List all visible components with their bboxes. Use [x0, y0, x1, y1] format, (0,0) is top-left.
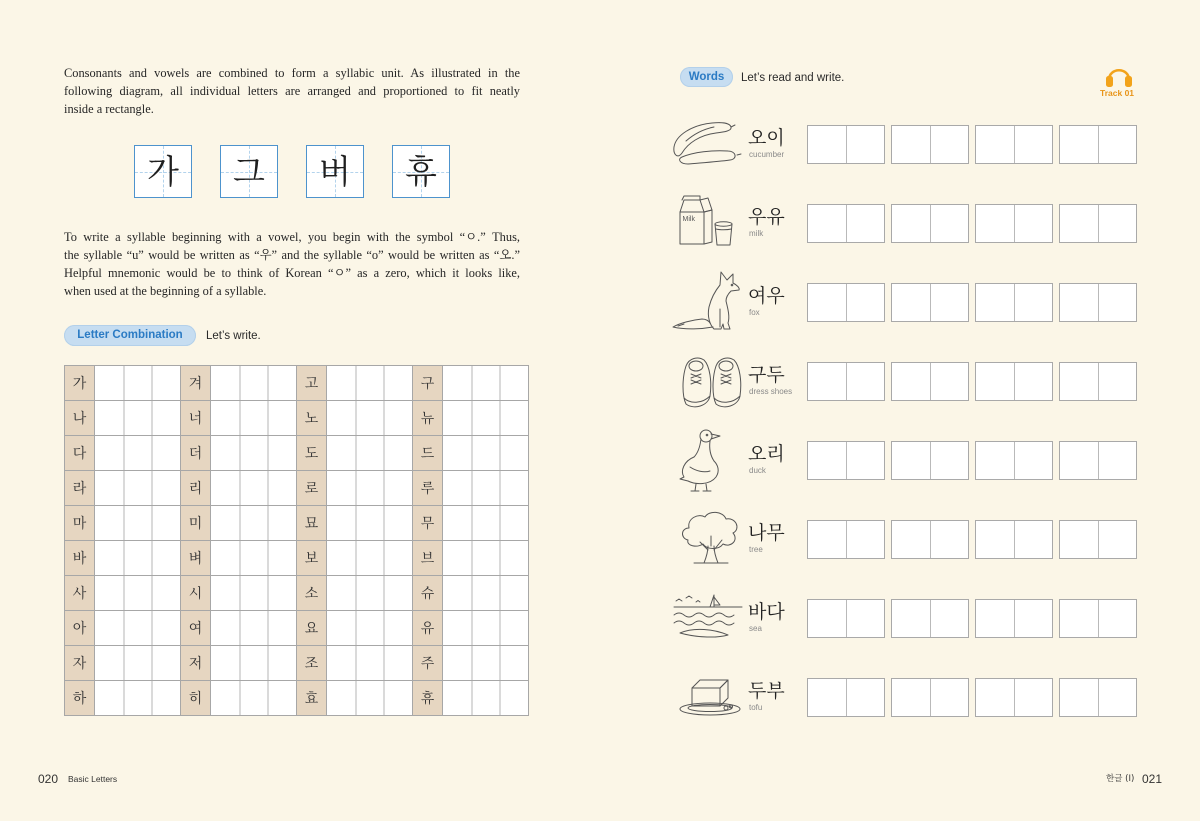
- syllable-cell: 사: [65, 576, 95, 611]
- practice-cells: [443, 541, 529, 576]
- combination-row: [65, 646, 529, 681]
- practice-box: [1059, 283, 1137, 322]
- practice-cells: [95, 401, 181, 436]
- intro-paragraph: [64, 64, 520, 118]
- english-gloss: duck: [749, 466, 766, 475]
- practice-cells: [211, 471, 297, 506]
- combination-row: [65, 541, 529, 576]
- vowel-rule-line: To write a syllable beginning with a vowel, you begin with the symbol “ㅇ.” Thus,: [64, 230, 520, 244]
- practice-cells: [443, 366, 529, 401]
- syllable-cell: 묘: [297, 506, 327, 541]
- practice-box: [1059, 204, 1137, 243]
- syllable-cell: 바: [65, 541, 95, 576]
- practice-box: [975, 283, 1053, 322]
- syllable-cell: 소: [297, 576, 327, 611]
- practice-box: [807, 678, 885, 717]
- fox-illustration: [670, 269, 746, 335]
- syllable-cell: 드: [413, 436, 443, 471]
- combination-row: [65, 506, 529, 541]
- practice-box: [975, 678, 1053, 717]
- practice-box: [807, 362, 885, 401]
- tree-illustration: [670, 506, 746, 572]
- headphones-icon[interactable]: [1104, 62, 1134, 88]
- example-syllable: 버: [319, 152, 351, 191]
- word-row-tree: [670, 520, 1140, 558]
- practice-cells: [327, 506, 413, 541]
- combination-row: [65, 436, 529, 471]
- example-syllable-box: [134, 145, 192, 198]
- syllable-cell: 다: [65, 436, 95, 471]
- vowel-rule-line: the syllable “u” would be written as “우” and the syllable “o” would be written as “오.”: [64, 248, 520, 262]
- practice-box: [1059, 362, 1137, 401]
- syllable-cell: 보: [297, 541, 327, 576]
- practice-cells: [443, 611, 529, 646]
- combination-row: [65, 366, 529, 401]
- syllable-cell: 자: [65, 646, 95, 681]
- syllable-cell: 도: [297, 436, 327, 471]
- letter-combination-badge: Letter Combination: [64, 325, 196, 346]
- dress-shoes-illustration: [670, 348, 746, 414]
- practice-cells: [327, 436, 413, 471]
- section-instruction: Let’s write.: [206, 330, 261, 342]
- milk-illustration: [670, 190, 746, 256]
- syllable-cell: 주: [413, 646, 443, 681]
- syllable-cell: 무: [413, 506, 443, 541]
- korean-word: 오리: [748, 443, 785, 465]
- practice-box: [975, 362, 1053, 401]
- cucumber-illustration: [670, 111, 746, 177]
- intro-line: inside a rectangle.: [64, 102, 154, 116]
- practice-box: [975, 441, 1053, 480]
- track-label: Track 01: [1100, 88, 1135, 98]
- practice-box: [891, 283, 969, 322]
- practice-cells: [443, 436, 529, 471]
- practice-box: [975, 204, 1053, 243]
- combination-row: [65, 576, 529, 611]
- practice-box: [807, 599, 885, 638]
- practice-cells: [327, 471, 413, 506]
- word-row-milk: [670, 204, 1140, 242]
- word-row-tofu: [670, 678, 1140, 716]
- korean-word: 오이: [748, 127, 785, 149]
- syllable-cell: 시: [181, 576, 211, 611]
- practice-cells: [443, 471, 529, 506]
- practice-cells: [95, 646, 181, 681]
- practice-cells: [327, 401, 413, 436]
- example-syllable-box: [392, 145, 450, 198]
- practice-cells: [211, 366, 297, 401]
- syllable-cell: 더: [181, 436, 211, 471]
- practice-cells: [211, 506, 297, 541]
- syllable-cell: 구: [413, 366, 443, 401]
- practice-box: [807, 520, 885, 559]
- practice-box: [891, 599, 969, 638]
- practice-cells: [211, 646, 297, 681]
- english-gloss: tree: [749, 545, 763, 554]
- practice-cells: [95, 366, 181, 401]
- practice-box: [1059, 678, 1137, 717]
- syllable-cell: 고: [297, 366, 327, 401]
- practice-box: [975, 125, 1053, 164]
- practice-cells: [211, 436, 297, 471]
- practice-box: [807, 441, 885, 480]
- sea-illustration: [670, 585, 746, 651]
- practice-cells: [211, 541, 297, 576]
- korean-word: 구두: [748, 364, 785, 386]
- syllable-cell: 유: [413, 611, 443, 646]
- example-syllable-box: [306, 145, 364, 198]
- practice-box: [975, 520, 1053, 559]
- practice-box: [975, 599, 1053, 638]
- syllable-cell: 너: [181, 401, 211, 436]
- example-syllable-box: [220, 145, 278, 198]
- word-row-dress-shoes: [670, 362, 1140, 400]
- syllable-cell: 로: [297, 471, 327, 506]
- syllable-cell: 하: [65, 681, 95, 716]
- syllable-cell: 가: [65, 366, 95, 401]
- syllable-cell: 루: [413, 471, 443, 506]
- vowel-rule-paragraph: [64, 228, 520, 300]
- left-page-number: 020: [38, 772, 59, 786]
- korean-word: 우유: [748, 206, 785, 228]
- korean-word: 두부: [748, 680, 785, 702]
- practice-cells: [443, 506, 529, 541]
- english-gloss: tofu: [749, 703, 763, 712]
- syllable-cell: 벼: [181, 541, 211, 576]
- english-gloss: sea: [749, 624, 762, 633]
- intro-line: Consonants and vowels are combined to form a syllabic unit. As illustrated in the: [64, 66, 520, 80]
- milk-carton-label: Milk: [682, 216, 695, 223]
- english-gloss: milk: [749, 229, 764, 238]
- section-instruction: Let’s read and write.: [741, 72, 845, 84]
- practice-cells: [211, 681, 297, 716]
- practice-cells: [443, 646, 529, 681]
- practice-cells: [95, 681, 181, 716]
- syllable-cell: 리: [181, 471, 211, 506]
- syllable-cell: 마: [65, 506, 95, 541]
- syllable-cell: 겨: [181, 366, 211, 401]
- practice-cells: [95, 611, 181, 646]
- practice-cells: [327, 541, 413, 576]
- combination-row: [65, 611, 529, 646]
- practice-box: [891, 520, 969, 559]
- practice-cells: [95, 506, 181, 541]
- practice-box: [1059, 520, 1137, 559]
- book-title: 한글 (I): [1106, 774, 1135, 784]
- practice-box: [891, 678, 969, 717]
- syllable-cell: 노: [297, 401, 327, 436]
- word-row-sea: [670, 599, 1140, 637]
- word-row-duck: [670, 441, 1140, 479]
- practice-box: [807, 125, 885, 164]
- vowel-rule-line: when used at the beginning of a syllable.: [64, 284, 267, 298]
- practice-cells: [327, 576, 413, 611]
- right-page-number: 021: [1142, 772, 1163, 786]
- syllable-cell: 조: [297, 646, 327, 681]
- syllable-cell: 저: [181, 646, 211, 681]
- syllable-cell: 나: [65, 401, 95, 436]
- practice-cells: [95, 576, 181, 611]
- practice-cells: [211, 611, 297, 646]
- combination-row: [65, 681, 529, 716]
- example-syllable: 가: [147, 152, 179, 191]
- practice-box: [891, 441, 969, 480]
- practice-cells: [95, 471, 181, 506]
- practice-cells: [443, 401, 529, 436]
- chapter-title: Basic Letters: [68, 774, 118, 784]
- practice-box: [891, 204, 969, 243]
- tofu-illustration: [670, 664, 746, 730]
- practice-box: [1059, 599, 1137, 638]
- practice-box: [891, 125, 969, 164]
- english-gloss: dress shoes: [749, 387, 793, 396]
- words-badge: Words: [680, 67, 733, 87]
- example-syllable: 휴: [405, 152, 437, 191]
- syllable-cell: 휴: [413, 681, 443, 716]
- korean-word: 바다: [748, 601, 785, 623]
- practice-cells: [95, 436, 181, 471]
- vowel-rule-line: Helpful mnemonic would be to think of Korean “ㅇ” as a zero, which it looks like,: [64, 266, 520, 280]
- combination-row: [65, 471, 529, 506]
- word-row-fox: [670, 283, 1140, 321]
- syllable-cell: 아: [65, 611, 95, 646]
- english-gloss: fox: [749, 308, 760, 317]
- korean-word: 나무: [748, 522, 785, 544]
- intro-line: following diagram, all individual letters are arranged and proportioned to fit neatly: [64, 84, 520, 98]
- english-gloss: cucumber: [749, 150, 785, 159]
- practice-cells: [443, 681, 529, 716]
- practice-box: [1059, 125, 1137, 164]
- syllable-cell: 뉴: [413, 401, 443, 436]
- practice-box: [807, 283, 885, 322]
- practice-cells: [327, 681, 413, 716]
- practice-cells: [327, 366, 413, 401]
- practice-cells: [443, 576, 529, 611]
- syllable-cell: 효: [297, 681, 327, 716]
- syllable-cell: 히: [181, 681, 211, 716]
- syllable-cell: 요: [297, 611, 327, 646]
- syllable-cell: 브: [413, 541, 443, 576]
- word-row-cucumber: [670, 125, 1140, 163]
- practice-cells: [95, 541, 181, 576]
- practice-cells: [211, 401, 297, 436]
- combination-row: [65, 401, 529, 436]
- practice-box: [807, 204, 885, 243]
- practice-box: [1059, 441, 1137, 480]
- duck-illustration: [670, 427, 746, 493]
- letter-combination-table: [64, 365, 529, 716]
- practice-cells: [211, 576, 297, 611]
- practice-box: [891, 362, 969, 401]
- syllable-cell: 슈: [413, 576, 443, 611]
- korean-word: 여우: [748, 285, 785, 307]
- practice-cells: [327, 646, 413, 681]
- syllable-cell: 여: [181, 611, 211, 646]
- practice-cells: [327, 611, 413, 646]
- syllable-cell: 라: [65, 471, 95, 506]
- example-syllable: 그: [233, 152, 265, 191]
- syllable-cell: 미: [181, 506, 211, 541]
